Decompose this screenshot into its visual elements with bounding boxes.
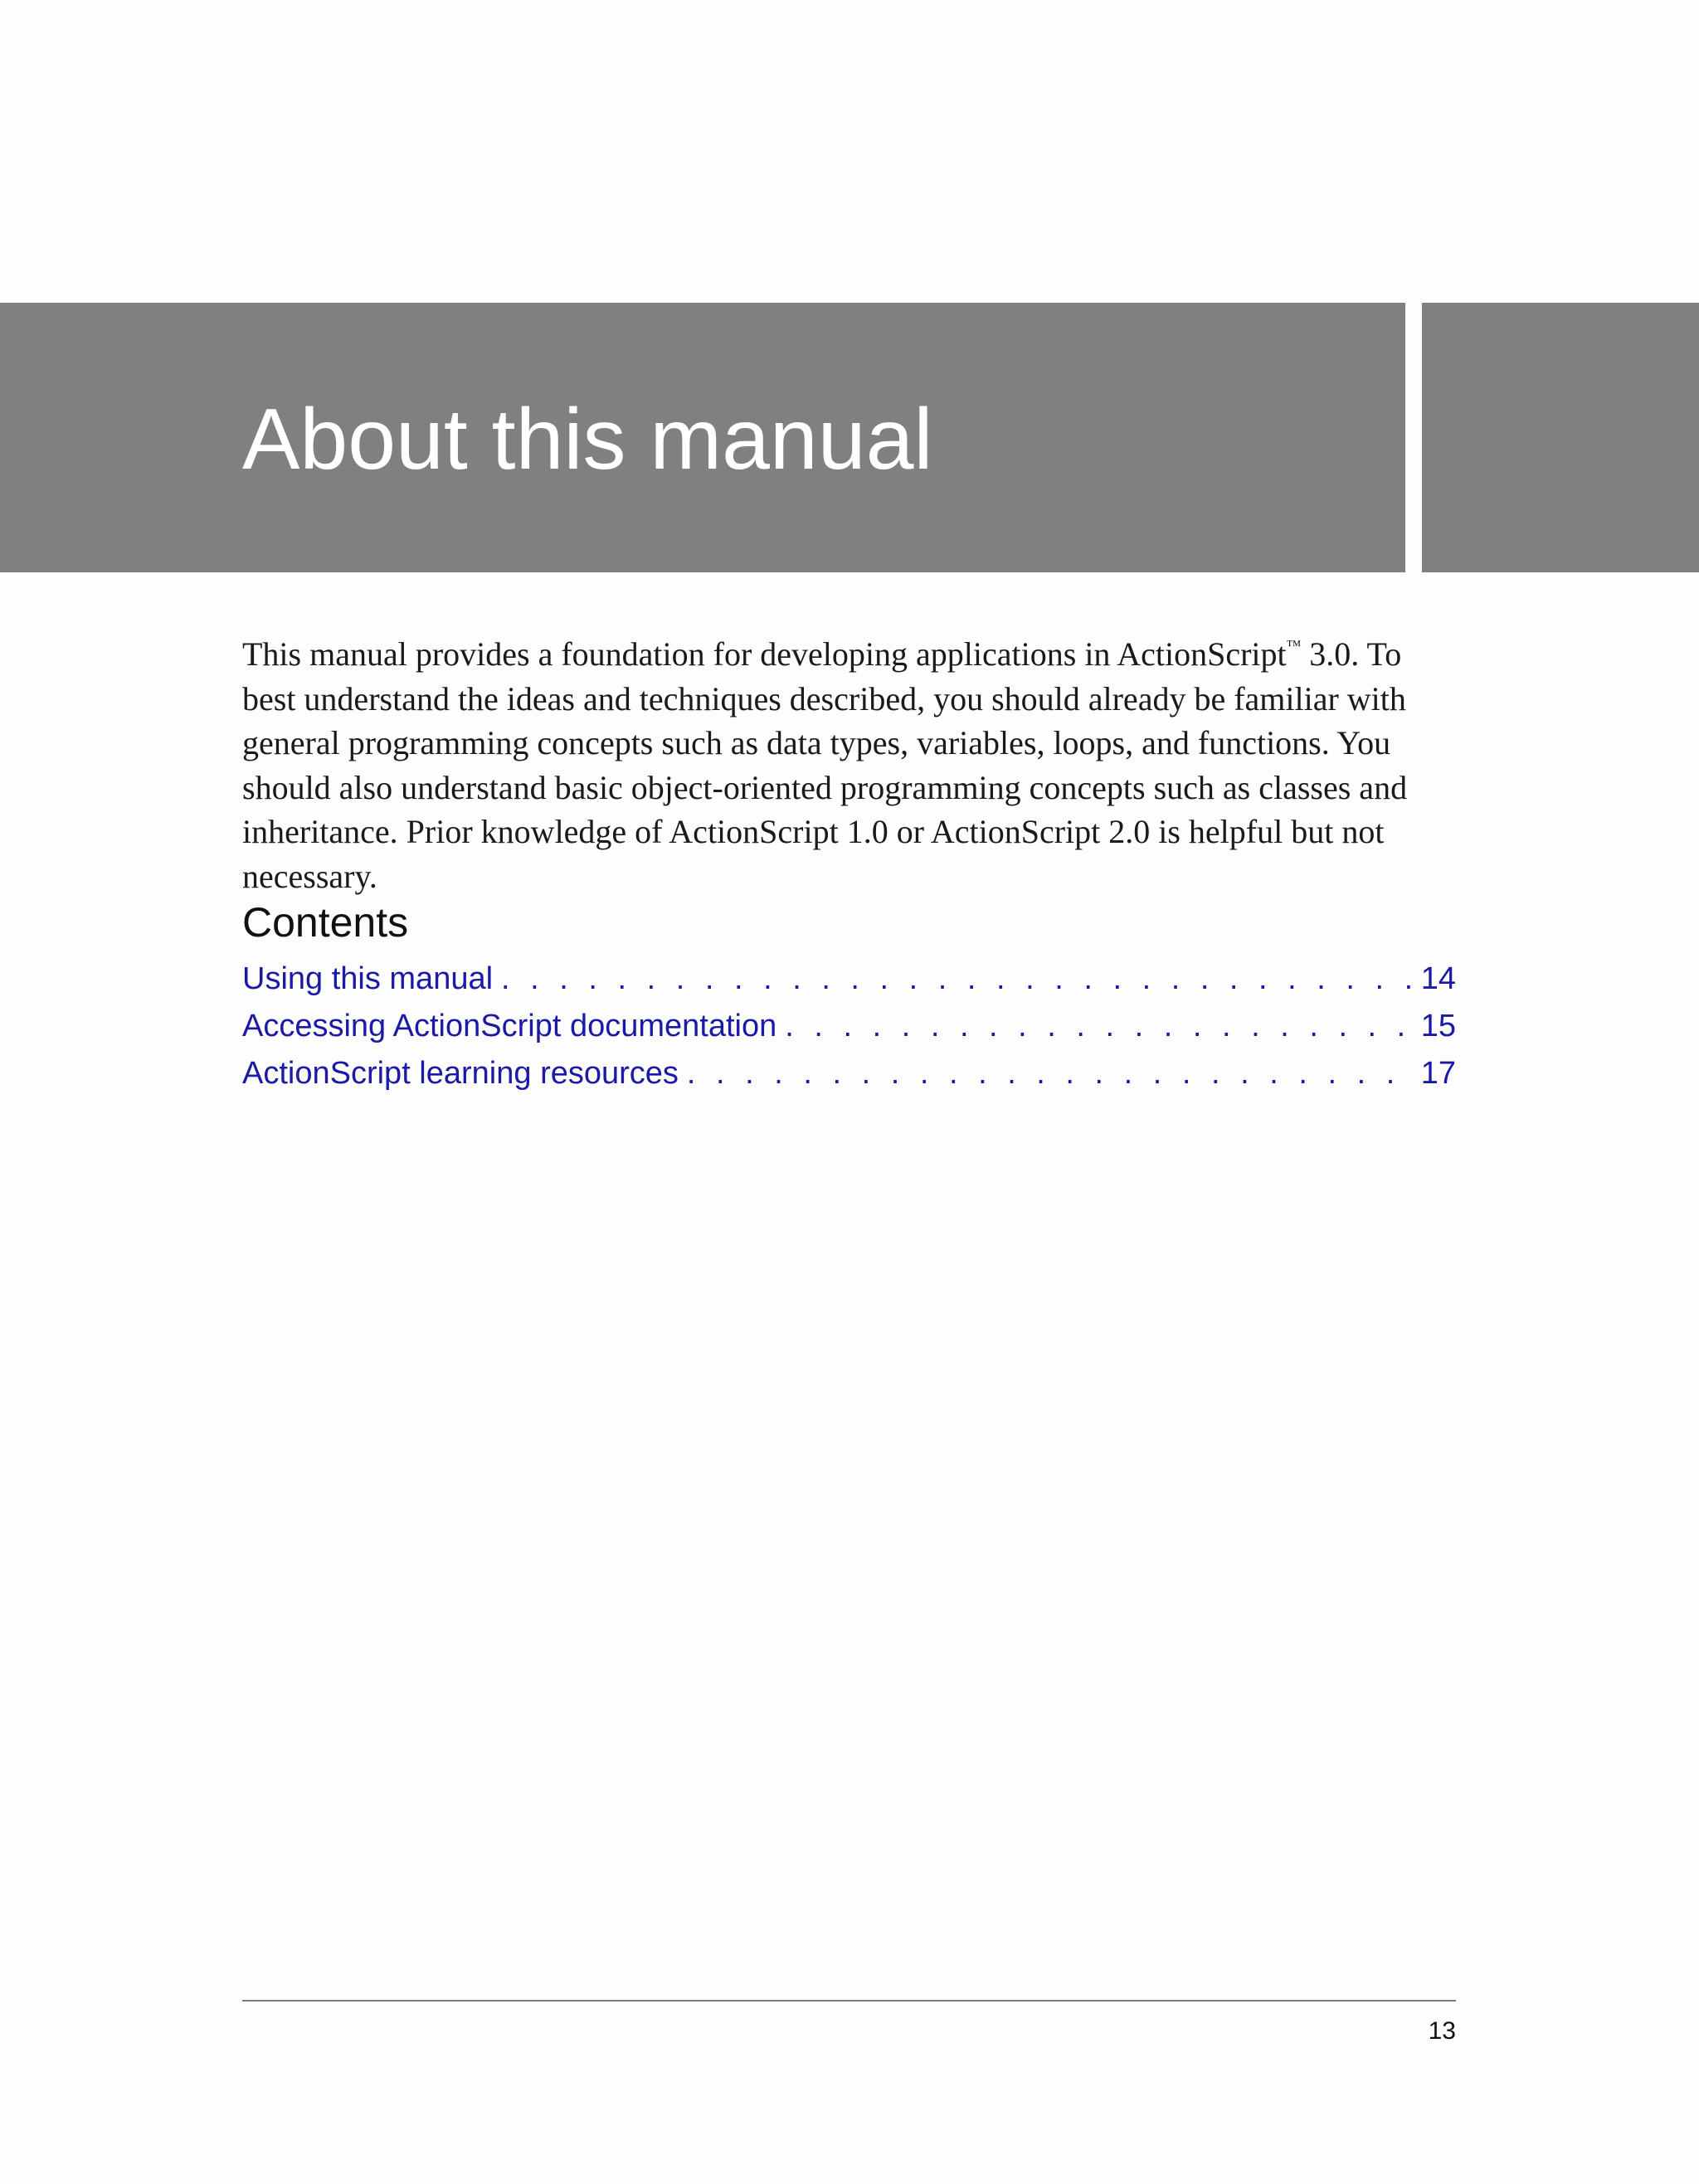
toc-entry-page[interactable]: 15 <box>1420 1009 1456 1043</box>
footer-divider <box>242 2000 1456 2002</box>
toc-dot-leader <box>687 1050 1413 1097</box>
trademark-symbol: ™ <box>1286 637 1302 654</box>
chapter-title: About this manual <box>242 392 933 488</box>
chapter-banner-tab <box>1422 303 1699 572</box>
toc-entry-label[interactable]: ActionScript learning resources <box>242 1056 679 1091</box>
toc-dot-leader <box>785 1003 1412 1050</box>
contents-heading: Contents <box>242 899 409 946</box>
toc-entry-learning-resources[interactable] <box>242 1050 1456 1097</box>
toc-dot-leader <box>501 956 1413 1003</box>
toc-entry-page[interactable]: 14 <box>1420 961 1456 996</box>
intro-text-start: This manual provides a foundation for developing applications in ActionScript <box>242 635 1287 673</box>
toc-entry-page[interactable]: 17 <box>1420 1056 1456 1091</box>
toc-entry-label[interactable]: Accessing ActionScript documentation <box>242 1009 777 1043</box>
table-of-contents <box>242 956 1456 1097</box>
intro-paragraph <box>242 632 1453 898</box>
intro-text-end: 3.0. To best understand the ideas and techniques described, you should already be familiar with general programming concepts such as data types, variables, loops, and functions. You should also understand basic object-oriented programming concepts such as classes and inheritance. Prior knowledge of ActionScript 1.0 or ActionScript 2.0 is helpful but not necessary. <box>242 635 1408 895</box>
toc-entry-using-this-manual[interactable] <box>242 956 1456 1003</box>
toc-entry-accessing-documentation[interactable] <box>242 1003 1456 1050</box>
page-number: 13 <box>1428 2017 1456 2045</box>
toc-entry-label[interactable]: Using this manual <box>242 961 494 996</box>
